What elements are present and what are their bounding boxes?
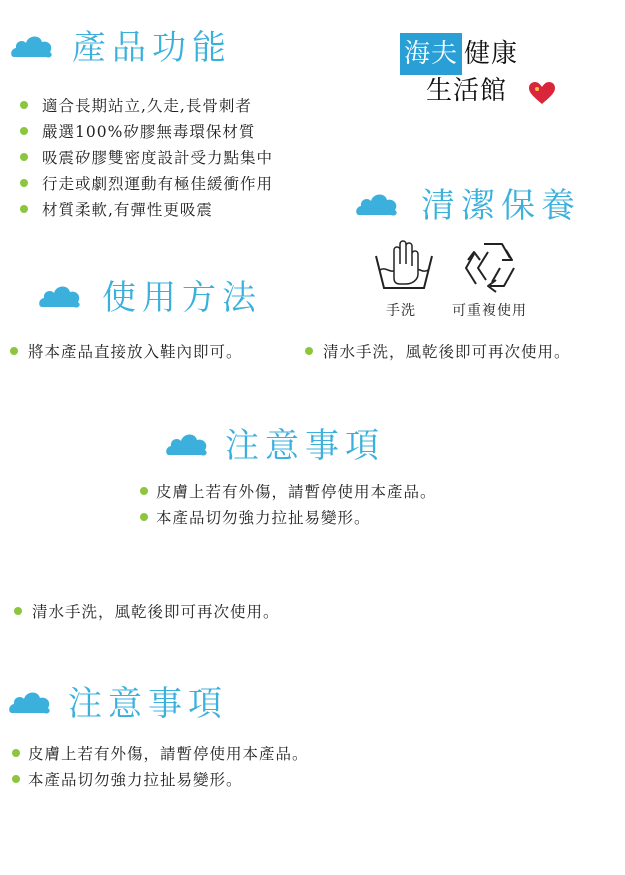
list-item: 材質柔軟,有彈性更吸震 bbox=[20, 196, 273, 222]
cloud-icon bbox=[355, 189, 399, 217]
notice-list bbox=[140, 478, 437, 530]
list-item: 適合長期站立,久走,長骨刺者 bbox=[20, 92, 273, 118]
notice-title-2: 注意事項 bbox=[68, 684, 228, 724]
list-item: 將本產品直接放入鞋內即可。 bbox=[10, 338, 243, 364]
notice-heading-2 bbox=[8, 676, 228, 725]
bullet-dot bbox=[20, 127, 28, 135]
brand-line1: 健康 bbox=[464, 39, 519, 69]
bullet-dot bbox=[20, 153, 28, 161]
cloud-icon bbox=[10, 31, 54, 59]
hand-wash-icon bbox=[372, 236, 436, 294]
features-list bbox=[20, 92, 273, 222]
notice-title: 注意事項 bbox=[225, 426, 385, 466]
care-title: 清潔保養 bbox=[421, 186, 581, 226]
features-heading bbox=[10, 20, 232, 69]
reusable-label: 可重複使用 bbox=[452, 303, 527, 319]
hand-wash-label: 手洗 bbox=[386, 303, 416, 319]
cloud-icon bbox=[165, 429, 209, 457]
notice-list-2 bbox=[12, 740, 309, 792]
recycle-icon bbox=[462, 238, 524, 294]
bullet-dot bbox=[10, 347, 18, 355]
list-item: 行走或劇烈運動有極佳緩衝作用 bbox=[20, 170, 273, 196]
heart-icon bbox=[528, 81, 556, 105]
list-item: 本產品切勿強力拉扯易變形。 bbox=[12, 766, 309, 792]
list-item: 嚴選100%矽膠無毒環保材質 bbox=[20, 118, 273, 144]
notice-heading bbox=[165, 418, 385, 467]
bullet-dot bbox=[140, 513, 148, 521]
list-item: 清水手洗，風乾後即可再次使用。 bbox=[14, 598, 280, 624]
list-item: 皮膚上若有外傷，請暫停使用本產品。 bbox=[140, 478, 437, 504]
care-list bbox=[305, 338, 571, 364]
bullet-dot bbox=[305, 347, 313, 355]
cloud-icon bbox=[38, 281, 82, 309]
bullet-dot bbox=[20, 205, 28, 213]
brand-logo bbox=[400, 33, 570, 113]
bullet-dot bbox=[12, 775, 20, 783]
list-item: 皮膚上若有外傷，請暫停使用本產品。 bbox=[12, 740, 309, 766]
bullet-dot bbox=[12, 749, 20, 757]
list-item: 本產品切勿強力拉扯易變形。 bbox=[140, 504, 437, 530]
bullet-dot bbox=[20, 179, 28, 187]
bullet-dot bbox=[140, 487, 148, 495]
usage-list bbox=[10, 338, 243, 364]
care-list-2 bbox=[14, 598, 280, 624]
brand-box: 海夫 bbox=[400, 33, 462, 75]
usage-heading bbox=[38, 270, 262, 319]
usage-title: 使用方法 bbox=[102, 278, 262, 318]
list-item: 清水手洗，風乾後即可再次使用。 bbox=[305, 338, 571, 364]
cloud-icon bbox=[8, 687, 52, 715]
list-item: 吸震矽膠雙密度設計受力點集中 bbox=[20, 144, 273, 170]
bullet-dot bbox=[20, 101, 28, 109]
care-heading bbox=[355, 178, 581, 227]
bullet-dot bbox=[14, 607, 22, 615]
features-title: 產品功能 bbox=[72, 28, 232, 68]
brand-line2: 生活館 bbox=[426, 76, 508, 106]
